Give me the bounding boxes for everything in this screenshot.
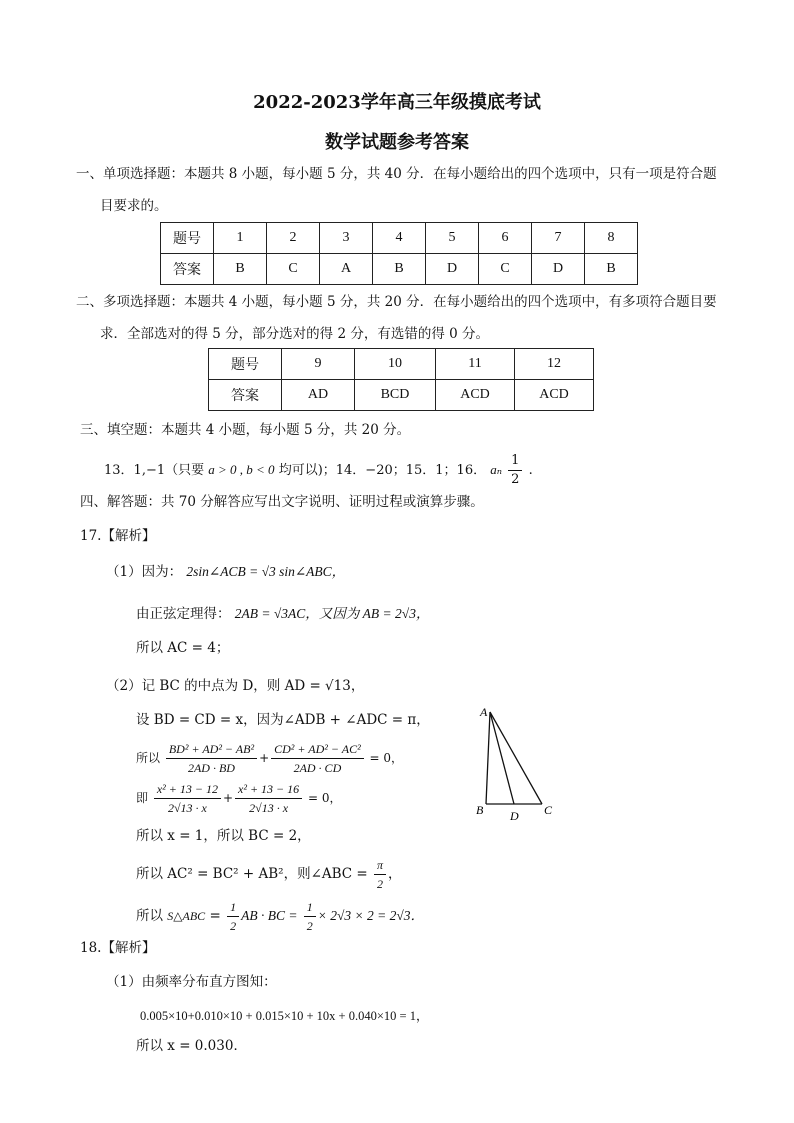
answer-13-text: 13．1,−1（只要: [104, 463, 205, 478]
table-cell: A: [320, 254, 373, 285]
table-cell: 3: [320, 223, 373, 254]
segment-ab: [486, 712, 490, 804]
section1-line2: 目要求的。: [100, 198, 168, 214]
table-cell: AD: [282, 380, 355, 411]
table-header-cell: 答案: [209, 380, 282, 411]
q17-part1-line2: 由正弦定理得： 2AB = √3AC，又因为 AB = 2√3，: [136, 606, 430, 622]
table-cell: BCD: [355, 380, 436, 411]
table-row: [209, 349, 594, 380]
page-subtitle: 数学试题参考答案: [325, 132, 469, 153]
table-cell: B: [373, 254, 426, 285]
q17-part1-line1: （1）因为： 2sin∠ACB = √3 sin∠ABC，: [106, 564, 346, 580]
table-cell: 11: [436, 349, 515, 380]
table-cell: 2: [267, 223, 320, 254]
table-cell: 7: [532, 223, 585, 254]
segment-ad: [490, 712, 514, 804]
table-cell: B: [214, 254, 267, 285]
q17-part2-line7: 所以 S△ABC = $\frac{1}{2}$ AB · BC = $\frac{1}{2}$ × 2√3 × 2 = 2√3．: [136, 900, 425, 933]
q18-result: 所以 x = 0.030．: [136, 1038, 247, 1054]
table-cell: B: [585, 254, 638, 285]
table-cell: D: [426, 254, 479, 285]
table-cell: 12: [515, 349, 594, 380]
table-cell: C: [267, 254, 320, 285]
table-row: [161, 254, 638, 285]
answer-16-fraction: $\frac{1}{2}$: [508, 452, 522, 489]
point-label-c: C: [544, 803, 553, 817]
q17-part1-line3: 所以 AC = 4；: [136, 640, 230, 656]
table-cell: C: [479, 254, 532, 285]
table-cell: D: [532, 254, 585, 285]
q17-part2-line5: 所以 x = 1，所以 BC = 2，: [136, 828, 311, 844]
table-header-cell: 题号: [209, 349, 282, 380]
q18-label: 18.【解析】: [80, 940, 156, 956]
multi-choice-answer-table: [208, 348, 594, 411]
fill-blank-answers: 13．1,−1（只要 a > 0 , b < 0 均可以)；14．−20；15．1；16． aₙ $\frac{1}{2}$ .: [104, 453, 533, 487]
section1-line1: 一、单项选择题：本题共 8 小题，每小题 5 分，共 40 分．在每小题给出的四个选项中，只有一项是符合题: [76, 166, 717, 182]
page-title: 2022-2023学年高三年级摸底考试: [253, 92, 541, 113]
table-cell: 1: [214, 223, 267, 254]
segment-ac: [490, 712, 542, 804]
q17-part2-line1: （2）记 BC 的中点为 D，则 AD = √13，: [106, 678, 365, 694]
table-cell: ACD: [515, 380, 594, 411]
point-label-a: A: [480, 705, 488, 719]
table-cell: 9: [282, 349, 355, 380]
table-cell: 6: [479, 223, 532, 254]
section3-heading: 三、填空题：本题共 4 小题，每小题 5 分，共 20 分。: [80, 422, 411, 438]
section4-heading: 四、解答题：共 70 分解答应写出文字说明、证明过程或演算步骤。: [80, 494, 484, 510]
table-header-cell: 题号: [161, 223, 214, 254]
q17-label: 17.【解析】: [80, 528, 156, 544]
q18-part1-line1: （1）由频率分布直方图知：: [106, 974, 277, 990]
table-header-cell: 答案: [161, 254, 214, 285]
answer-14-15-text: 均可以)；14．−20；15．1；16．: [278, 463, 487, 478]
answer-13-condition: a > 0 , b < 0: [208, 462, 275, 477]
table-cell: ACD: [436, 380, 515, 411]
table-cell: 5: [426, 223, 479, 254]
table-cell: 4: [373, 223, 426, 254]
section2-line2: 求．全部选对的得 5 分，部分选对的得 2 分，有选错的得 0 分。: [100, 326, 490, 342]
answer-16-an: aₙ: [490, 462, 503, 477]
q17-part2-line3: 所以 $\frac{\text{BD² + AD² − AB²}}{2AD \cdot BD}$ + $\frac{\text{CD² + AD² − AC²}}{2AD \cdot CD}$ = 0，: [136, 742, 404, 775]
table-cell: 10: [355, 349, 436, 380]
table-cell: 8: [585, 223, 638, 254]
q18-equation: 0.005×10+0.010×10 + 0.015×10 + 10x + 0.040×10 = 1，: [140, 1009, 429, 1023]
q17-part2-line6: 所以 AC² = BC² + AB²，则∠ABC = $\frac{\pi}{2}$ ，: [136, 858, 402, 891]
point-label-b: B: [476, 803, 484, 817]
table-row: [161, 223, 638, 254]
single-choice-answer-table: [160, 222, 638, 285]
table-row: [209, 380, 594, 411]
triangle-figure: [470, 700, 570, 830]
q17-part2-line4: 即 $\frac{\text{x² + 13 − 12}}{2√13 \cdot x}$ + $\frac{\text{x² + 13 − 16}}{2√13 \cdot x}$ = 0，: [136, 782, 342, 815]
q17-part2-line2: 设 BD = CD = x，因为∠ADB + ∠ADC = π，: [136, 712, 430, 728]
section2-line1: 二、多项选择题：本题共 4 小题，每小题 5 分，共 20 分．在每小题给出的四个选项中，有多项符合题目要: [76, 294, 717, 310]
point-label-d: D: [510, 809, 519, 823]
